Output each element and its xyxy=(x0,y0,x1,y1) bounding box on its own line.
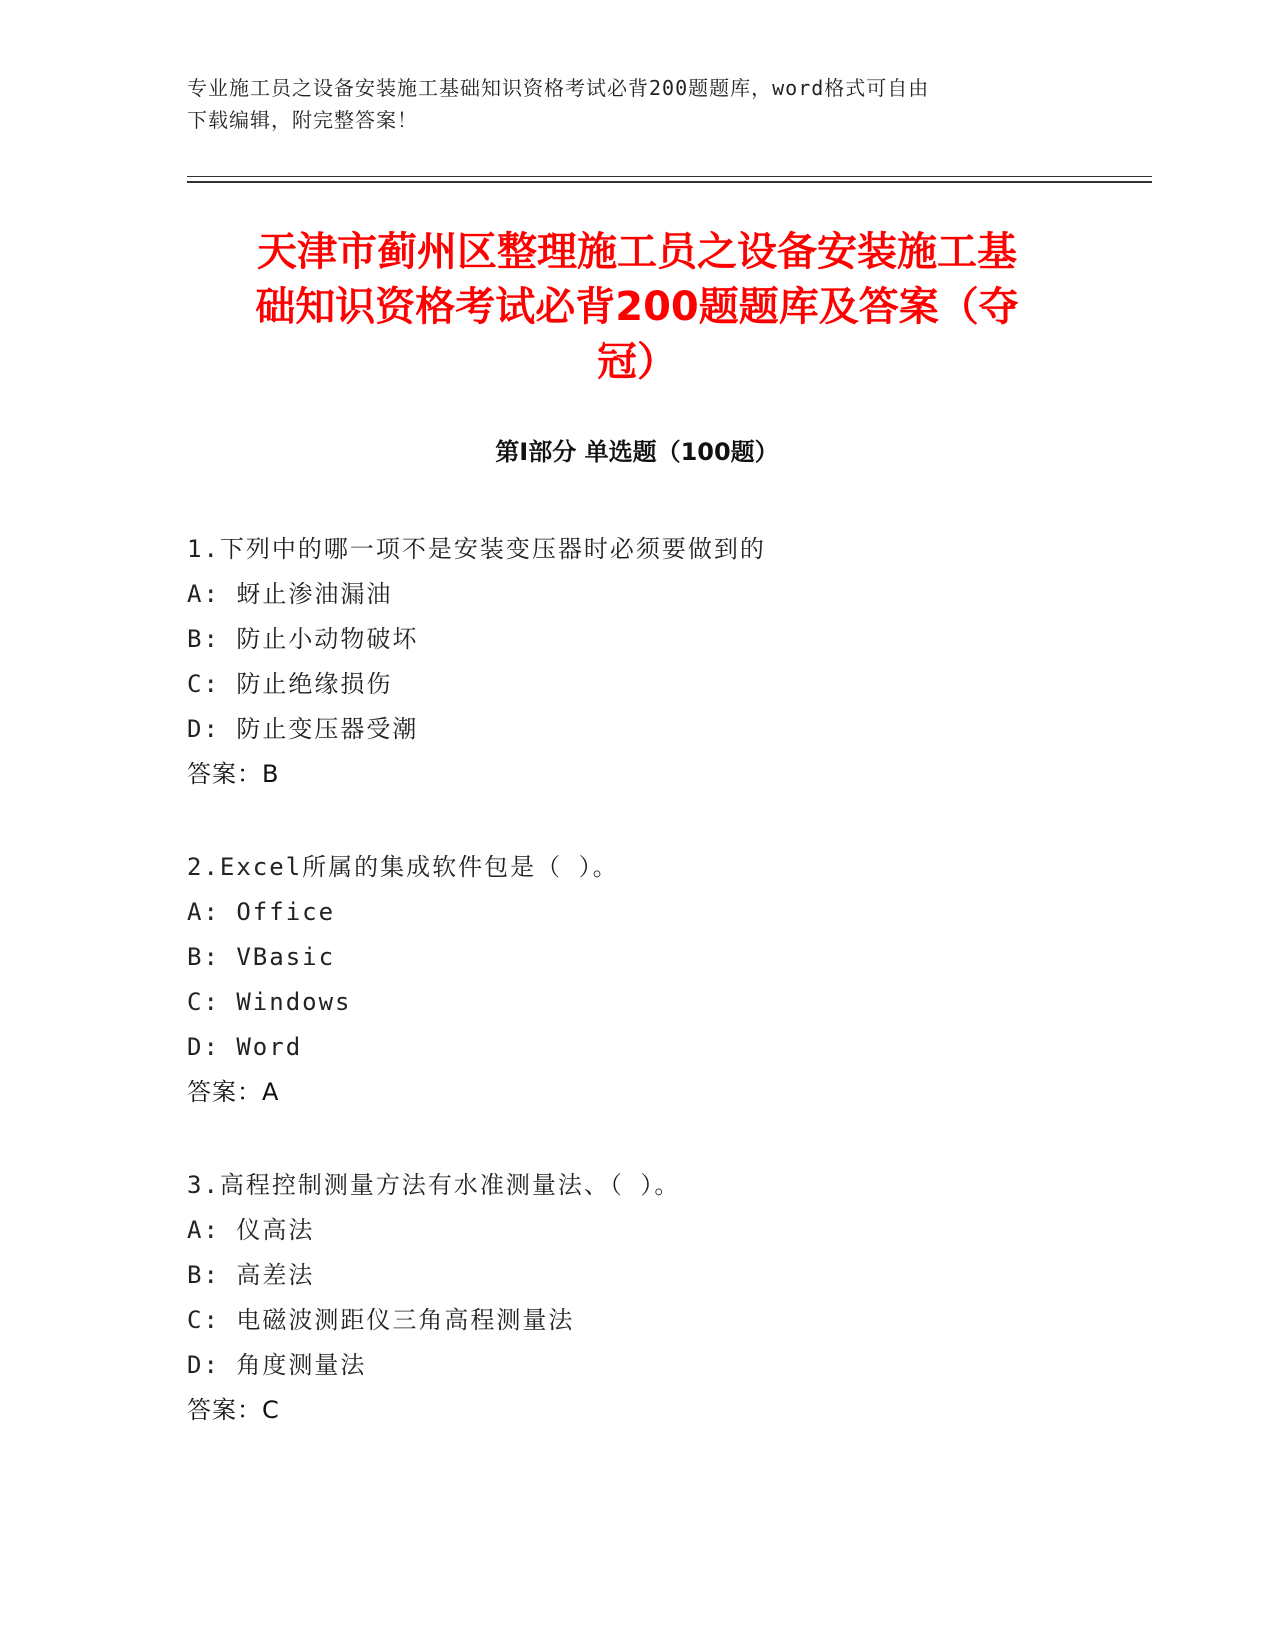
question-item xyxy=(187,527,1087,797)
title-line-1: 天津市蓟州区整理施工员之设备安装施工基 xyxy=(257,229,1017,275)
option-c: C: Windows xyxy=(187,988,352,1016)
header-line-1: 专业施工员之设备安装施工基础知识资格考试必背200题题库，word格式可自由 xyxy=(187,76,930,100)
option-a: A: Office xyxy=(187,898,336,926)
header-divider-thick xyxy=(187,181,1152,183)
question-item xyxy=(187,845,1087,1115)
option-a: A: 蚜止渗油漏油 xyxy=(187,580,393,608)
option-c: C: 电磁波测距仪三角高程测量法 xyxy=(187,1306,575,1334)
option-c: C: 防止绝缘损伤 xyxy=(187,670,393,698)
document-header xyxy=(187,72,1067,136)
question-stem: 3.高程控制测量方法有水准测量法、（ ）。 xyxy=(187,1171,681,1199)
question-stem: 1.下列中的哪一项不是安装变压器时必须要做到的 xyxy=(187,535,766,563)
document-title xyxy=(187,225,1087,390)
answer-label: 答案：A xyxy=(187,1078,280,1106)
section-heading: 第I部分 单选题（100题） xyxy=(495,438,779,466)
title-line-3: 冠） xyxy=(597,339,677,385)
option-d: D: 防止变压器受潮 xyxy=(187,715,419,743)
answer-label: 答案：B xyxy=(187,760,280,788)
answer-label: 答案：C xyxy=(187,1396,280,1424)
option-b: B: 防止小动物破坏 xyxy=(187,625,419,653)
title-line-2: 础知识资格考试必背200题题库及答案（夺 xyxy=(255,284,1019,330)
header-divider-thin xyxy=(187,176,1152,177)
option-d: D: 角度测量法 xyxy=(187,1351,367,1379)
header-line-2: 下载编辑，附完整答案！ xyxy=(187,108,418,132)
option-b: B: VBasic xyxy=(187,943,336,971)
question-item xyxy=(187,1163,1087,1433)
question-stem: 2.Excel所属的集成软件包是（ ）。 xyxy=(187,853,619,881)
option-d: D: Word xyxy=(187,1033,303,1061)
option-a: A: 仪高法 xyxy=(187,1216,315,1244)
option-b: B: 高差法 xyxy=(187,1261,315,1289)
